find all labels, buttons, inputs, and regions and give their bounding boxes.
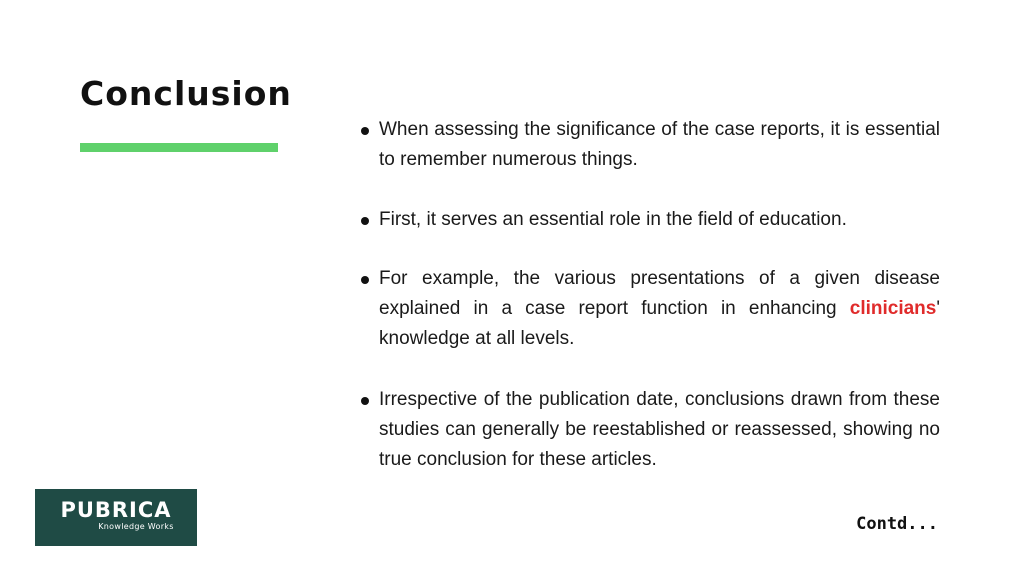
bullet-text: First, it serves an essential role in the field of education. bbox=[379, 209, 847, 230]
logo-brand: PUBRICA bbox=[60, 498, 172, 522]
bullet-item bbox=[360, 385, 940, 475]
slide-title: Conclusion bbox=[80, 74, 292, 113]
highlighted-term: clinicians bbox=[849, 298, 937, 319]
bullet-dot-icon bbox=[361, 127, 369, 135]
title-accent-bar bbox=[80, 143, 278, 152]
bullet-text: Irrespective of the publication date, conclusions drawn from these studies can generally be reestablished or reassessed, showing no true conclusion for these articles. bbox=[379, 389, 940, 470]
logo-tagline: Knowledge Works bbox=[98, 522, 174, 531]
bullet-dot-icon bbox=[361, 397, 369, 405]
bullet-text: When assessing the significance of the case reports, it is essential to remember numerous things. bbox=[379, 119, 940, 170]
bullet-text bbox=[379, 268, 940, 349]
bullet-dot-icon bbox=[361, 217, 369, 225]
bullet-item bbox=[360, 115, 940, 175]
bullet-text-part: For example, the various presentations of a given disease explained in a case report function in enhancing bbox=[379, 268, 940, 319]
bullet-item bbox=[360, 264, 940, 354]
continued-label: Contd... bbox=[856, 514, 938, 534]
bullet-item bbox=[360, 205, 940, 235]
bullet-text-part: ' knowledge at all levels. bbox=[379, 298, 940, 349]
bullet-dot-icon bbox=[361, 276, 369, 284]
pubrica-logo bbox=[35, 489, 197, 546]
bullet-list bbox=[360, 115, 940, 475]
